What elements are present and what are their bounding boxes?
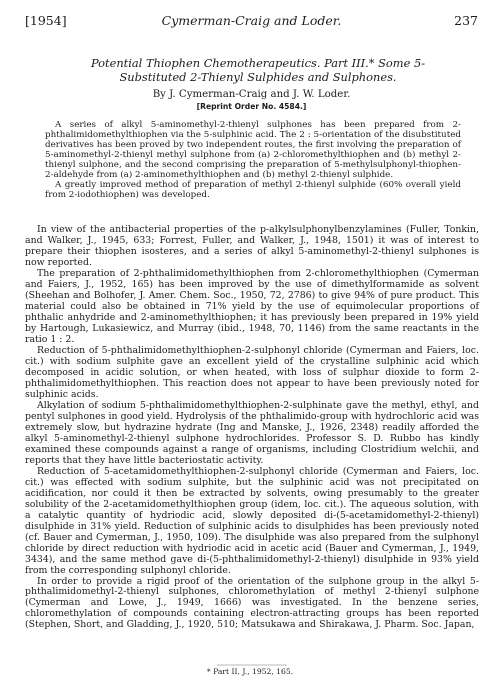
abstract [45, 120, 461, 200]
article-authors: By J. Cymerman-Craig and J. W. Loder. [152, 89, 351, 100]
reprint-order: [Reprint Order No. 4584.] [196, 102, 307, 111]
running-title: Cymerman-Craig and Loder. [161, 13, 342, 28]
page-number: 237 [454, 13, 478, 28]
abstract-paragraph: A series of alkyl 5-aminomethyl-2-thienyl sulphones has been prepared from 2-phthalimidomethylthiophen via the 5-sulphinic acid. The 2 : 5-orientation of the disubstituted derivatives has been proved by two independent routes, the first involving the preparation of 5-aminomethyl-2-thienyl methyl sulphone from (a) 2-chloromethylthiophen and (b) methyl 2-thienyl sulphone, and the second comprising the preparation of 5-methylsulphonyl-thiophen-2-aldehyde from (a) 2-aminomethylthiophen and (b) methyl 2-thienyl sulphide. [45, 120, 461, 181]
footnote: * Part II, J., 1952, 165. [206, 667, 294, 676]
footnote-divider [25, 664, 479, 666]
body-paragraph: In order to provide a rigid proof of the orientation of the sulphone group in the alkyl 5-phthalimidomethyl-2-thienyl sulphones, chloromethylation of methyl 2-thienyl sulphone (Cymerman and Lowe, J., 1949, 1666) was investigated. In the benzene series, chloromethylation of compounds containing electron-attracting groups has been reported (Stephen, Short, and Gladding, J., 1920, 510; Matsukawa and Shirakawa, J. Pharm. Soc. Japan, [25, 575, 479, 631]
body-paragraph: The preparation of 2-phthalimidomethylthiophen from 2-chloromethylthiophen (Cymerman and Faiers, J., 1952, 165) has been improved by the use of dimethylformamide as solvent (Sheehan and Bolhofer, J. Amer. Chem. Soc., 1950, 72, 2786) to give 94% of pure product. This material could also be obtained in 71% yield by the use of equimolecular proportions of phthalic anhydride and 2-aminomethylthiophen; it has previously been prepared in 19% yield by Hartough, Lukasiewicz, and Murray (ibid., 1948, 70, 1146) from the same reactants in the ratio 1 : 2. [25, 267, 479, 345]
article-title: Potential Thiophen Chemotherapeutics. Part III.* Some 5-Substituted 2-Thienyl Sulphides and Sulphones. [90, 56, 426, 84]
body-paragraph: In view of the antibacterial properties of the p-alkylsulphonylbenzylamines (Fuller, Tonkin, and Walker, J., 1945, 633; Forrest, Fuller, and Walker, J., 1948, 1501) it was of interest to prepare their thiophen isosteres, and a series of alkyl 5-aminomethyl-2-thienyl sulphones is now reported. [25, 224, 479, 268]
body-paragraph: Alkylation of sodium 5-phthalimidomethylthiophen-2-sulphinate gave the methyl, ethyl, and pentyl sulphones in good yield. Hydrolysis of the phthalimido-group with hydrochloric acid was extremely slow, but hydrazine hydrate (Ing and Manske, J., 1926, 2348) readily afforded the alkyl 5-aminomethyl-2-thienyl sulphone hydrochlorides. Professor S. D. Rubbo has kindly examined these compounds against a range of organisms, including Clostridium welchii, and reports that they have little bacteriostatic activity. [25, 399, 479, 466]
running-header [25, 13, 478, 31]
article-body [25, 224, 479, 630]
body-paragraph: Reduction of 5-phthalimidomethylthiophen-2-sulphonyl chloride (Cymerman and Faiers, loc. cit.) with sodium sulphite gave an excellent yield of the crystalline sulphinic acid which decomposed in acidic solution, or when heated, with loss of sulphur dioxide to form 2-phthalimidomethylthiophen. This reaction does not appear to have been previously noted for sulphinic acids. [25, 344, 479, 400]
abstract-paragraph: A greatly improved method of preparation of methyl 2-thienyl sulphide (60% overall yield from 2-iodothiophen) was developed. [45, 180, 461, 201]
body-paragraph: Reduction of 5-acetamidomethylthiophen-2-sulphonyl chloride (Cymerman and Faiers, loc. cit.) was effected with sodium sulphite, but the sulphinic acid was not precipitated on acidification, nor could it then be extracted by solvents, owing presumably to the greater solubility of the 2-acetamidomethylthiophen group (idem, loc. cit.). The aqueous solution, with a catalytic quantity of hydriodic acid, slowly deposited di-(5-acetamidomethyl-2-thienyl) disulphide in 31% yield. Reduction of sulphinic acids to disulphides has been previously noted (cf. Bauer and Cymerman, J., 1950, 109). The disulphide was also prepared from the sulphonyl chloride by direct reduction with hydriodic acid in acetic acid (Bauer and Cymerman, J., 1949, 3434), and the same method gave di-(5-phthalimidomethyl-2-thienyl) disulphide in 93% yield from the corresponding sulphonyl chloride. [25, 465, 479, 576]
header-year: [1954] [25, 13, 67, 28]
